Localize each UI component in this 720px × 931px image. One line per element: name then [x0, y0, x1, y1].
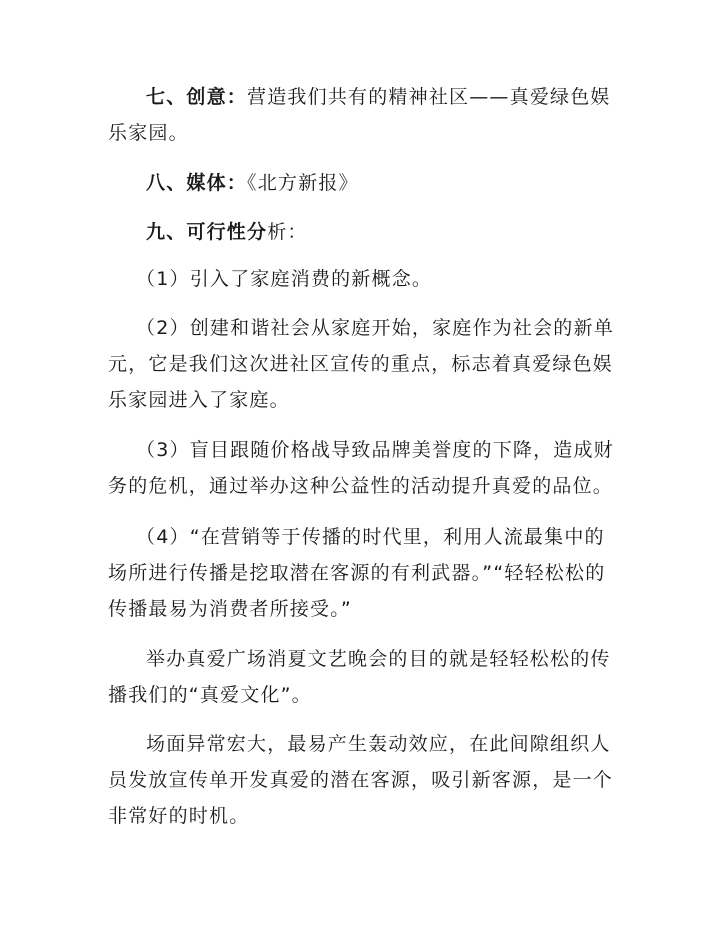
- feasibility-point-3: （3）盲目跟随价格战导致品牌美誉度的下降，造成财务的危机，通过举办这种公益性的活动提升真爱的品位。: [108, 439, 614, 497]
- feasibility-heading-line: [108, 214, 618, 250]
- creative-heading: 七、创意：: [146, 86, 248, 108]
- feasibility-point-2: （2）创建和谐社会从家庭开始，家庭作为社会的新单元，它是我们这次进社区宣传的重点，标志着真爱绿色娱乐家园进入了家庭。: [108, 317, 614, 411]
- media-section: [108, 165, 618, 201]
- feasibility-heading: 九、可行性分: [146, 221, 268, 243]
- body-paragraph-1: 举办真爱广场消夏文艺晚会的目的就是轻轻松松的传播我们的“真爱文化”。: [108, 648, 611, 706]
- body-paragraph-2: 场面异常宏大，最易产生轰动效应，在此间隙组织人员发放宣传单开发真爱的潜在客源，吸引新客源，是一个非常好的时机。: [108, 733, 614, 827]
- creative-body: 营造我们共有的精神社区——真爱绿色娱乐家园。: [108, 86, 611, 144]
- media-heading: 八、媒体：: [146, 172, 248, 194]
- feasibility-point-1: （1）引入了家庭消费的新概念。: [136, 268, 433, 290]
- creative-section: [108, 79, 618, 151]
- media-body: 《北方新报》: [247, 172, 359, 194]
- feasibility-point-4: （4）“在营销等于传播的时代里，利用人流最集中的场所进行传播是挖取潜在客源的有利武器。”“轻轻松松的传播最易为消费者所接受。”: [108, 526, 606, 620]
- feasibility-heading-tail: 析：: [267, 221, 308, 243]
